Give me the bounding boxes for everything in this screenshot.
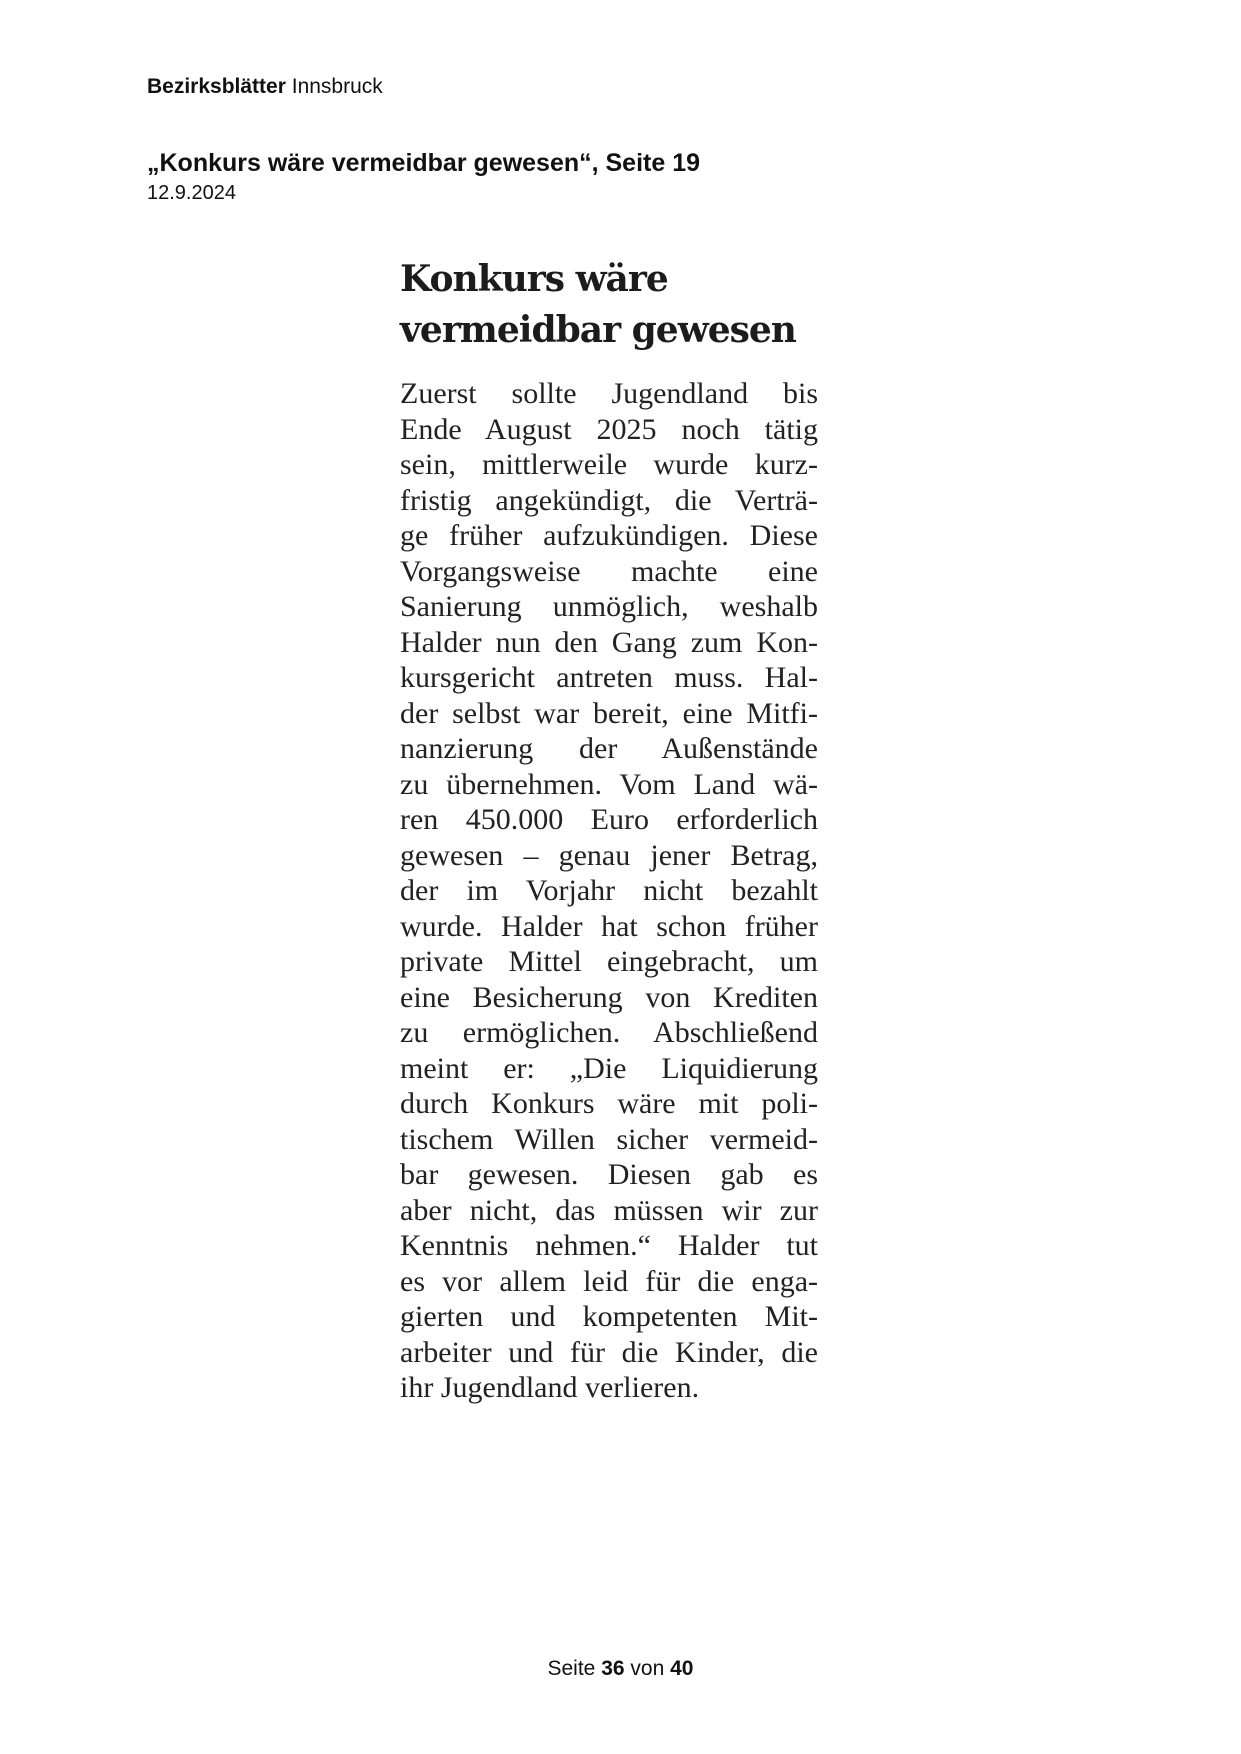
publication-name: Bezirksblätter xyxy=(147,75,286,98)
headline-line: vermeidbar gewesen xyxy=(400,309,796,351)
body-line: nanzierung der Außenstände xyxy=(400,732,818,765)
body-line: meint er: „Die Liquidierung xyxy=(400,1051,818,1085)
clipping-body xyxy=(400,376,818,1406)
body-line: der selbst war bereit, eine Mitfi- xyxy=(400,696,818,730)
body-line: wurde. Halder hat schon früher xyxy=(400,909,818,943)
source-line xyxy=(147,75,383,99)
body-line: ge früher aufzukündigen. Diese xyxy=(400,519,818,552)
body-line: gierten und kompetenten Mit- xyxy=(400,1300,818,1333)
body-line: gewesen – genau jener Betrag, xyxy=(400,838,818,872)
body-line: Zuerst sollte Jugendland bis xyxy=(400,377,818,410)
publication-region: Innsbruck xyxy=(291,75,383,98)
body-line: Sanierung unmöglich, weshalb xyxy=(400,590,818,623)
body-line: zu übernehmen. Vom Land wä- xyxy=(400,767,818,801)
article-date: 12.9.2024 xyxy=(147,182,236,204)
current-page-number: 36 xyxy=(601,1657,625,1680)
body-line: der im Vorjahr nicht bezahlt xyxy=(400,874,818,907)
body-line: arbeiter und für die Kinder, die xyxy=(400,1335,818,1369)
article-reference: „Konkurs wäre vermeidbar gewesen“, Seite 19 xyxy=(147,149,701,177)
body-line: durch Konkurs wäre mit poli- xyxy=(400,1087,818,1120)
body-line: bar gewesen. Diesen gab es xyxy=(400,1158,818,1191)
body-line: fristig angekündigt, die Verträ- xyxy=(400,483,818,517)
body-line: private Mittel eingebracht, um xyxy=(400,945,818,978)
page-label: Seite xyxy=(547,1657,596,1680)
body-line: kursgericht antreten muss. Hal- xyxy=(400,661,818,694)
body-line: Halder nun den Gang zum Kon- xyxy=(400,625,818,659)
body-line: aber nicht, das müssen wir zur xyxy=(400,1193,818,1227)
body-line: Ende August 2025 noch tätig xyxy=(400,412,818,446)
total-page-count: 40 xyxy=(670,1657,694,1680)
body-line: eine Besicherung von Krediten xyxy=(400,980,818,1014)
headline-line: Konkurs wäre xyxy=(400,258,668,300)
clipping-headline xyxy=(400,254,818,356)
body-line: zu ermöglichen. Abschließend xyxy=(400,1016,818,1049)
body-line: ren 450.000 Euro erforderlich xyxy=(400,803,818,836)
body-line: tischem Willen sicher vermeid- xyxy=(400,1122,818,1156)
body-line: sein, mittlerweile wurde kurz- xyxy=(400,448,818,481)
page-footer xyxy=(0,1657,1241,1681)
body-line: es vor allem leid für die enga- xyxy=(400,1264,818,1298)
page-separator: von xyxy=(630,1657,665,1680)
body-line: Vorgangsweise machte eine xyxy=(400,554,818,588)
newspaper-clipping xyxy=(400,254,818,1406)
body-line: Kenntnis nehmen.“ Halder tut xyxy=(400,1229,818,1262)
body-line: ihr Jugendland verlieren. xyxy=(400,1371,700,1404)
